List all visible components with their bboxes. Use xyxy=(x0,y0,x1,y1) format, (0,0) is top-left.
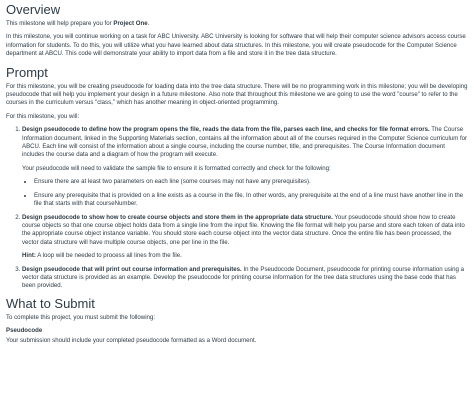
step-item xyxy=(22,126,468,208)
step-hint xyxy=(22,252,468,260)
validation-item: • Ensure there are at least two parameters on each line (some courses may not have any prerequisites). xyxy=(34,178,468,186)
step-body xyxy=(22,266,468,291)
step-text: Your pseudocode should show how to create course objects so that one course object holds data from a single line from the input file. Knowing the file format will help you parse and store each token of data into the appropriate course object instance variable. You should store each course object into the vector data structure. Once the entire file has been processed, the vector data structure will have multiple course objects, one per line in the file. xyxy=(22,213,465,246)
overview-heading: Overview xyxy=(6,2,61,17)
hint-text: A loop will be needed to process all lines from the file. xyxy=(35,252,182,260)
hint-label: Hint: xyxy=(22,252,36,260)
validation-item: • Ensure any prerequisite that is provided on a line exists as a course in the file. In other words, any prerequisite at the end of a line must have another line in the file that starts with that courseNumber. xyxy=(34,192,468,209)
submit-section xyxy=(6,296,468,345)
submit-item-text: Your submission should include your completed pseudocode formatted as a Word document. xyxy=(6,336,257,344)
overview-paragraph: In this milestone, you will continue working on a task for ABC University. ABC University is looking for software that will help their computer science advisors access course information for students. To do this, you will utilize what you have learned about data structures. In this milestone, you will create pseudocode for the Computer Science department at ABCU. This code will demonstrate your ability to import data from a file and store it in the tree data structure. xyxy=(6,33,466,58)
milestone-steps xyxy=(6,126,468,291)
step-extra: Your pseudocode will need to validate the sample file to ensure it is formatted correctly and check for the following: xyxy=(22,164,331,172)
step-body xyxy=(22,126,468,160)
step-text: In the Pseudocode Document, pseudocode for printing course information using a vector data structure is provided as an example. Develop the pseudocode for printing course information for the tree data structures using the base code that has been provided. xyxy=(22,265,464,290)
overview-intro-prefix: This milestone will help prepare you for xyxy=(6,20,114,27)
prompt-section xyxy=(6,65,468,291)
step-item xyxy=(22,266,468,291)
step-item xyxy=(22,214,468,261)
submit-heading: What to Submit xyxy=(6,295,95,311)
overview-intro-suffix: . xyxy=(147,20,150,27)
step-body xyxy=(22,214,468,248)
step-bold: Design pseudocode to show how to create course objects and store them in the appropriate data structure. xyxy=(22,213,333,221)
step-text: The Course Information document, linked in the Supporting Materials section, contains all the information about all of the courses required in the Computer Science curriculum for ABCU. Each line will consist of the information about a single course, including the course number, title, and prerequisites. The Course Information document includes the course data and a diagram of how the program will execute. xyxy=(22,126,468,159)
validation-list xyxy=(22,178,468,208)
submit-item-title: Pseudocode xyxy=(6,327,43,335)
prompt-heading: Prompt xyxy=(6,64,48,80)
submit-lead-in: To complete this project, you must submit the following: xyxy=(6,313,156,321)
overview-section xyxy=(6,2,468,59)
prompt-lead-in: For this milestone, you will: xyxy=(6,112,80,120)
overview-intro xyxy=(6,20,468,28)
prompt-paragraph: For this milestone, you will be creating pseudocode for loading data into the tree data structure. There will be no programming work in this milestone; you will be developing pseudocode that will help you implement your design in a future milestone. Also note that throughout this milestone we are going to use the word "course" to refer to the courses in the curriculum versus "class," which has another meaning in object-oriented programming. xyxy=(6,82,468,107)
overview-intro-bold: Project One xyxy=(113,20,148,27)
step-bold: Design pseudocode that will print out course information and prerequisites. xyxy=(22,265,242,273)
step-bold: Design pseudocode to define how the program opens the file, reads the data from the file, parses each line, and checks for file format errors. xyxy=(22,126,430,134)
